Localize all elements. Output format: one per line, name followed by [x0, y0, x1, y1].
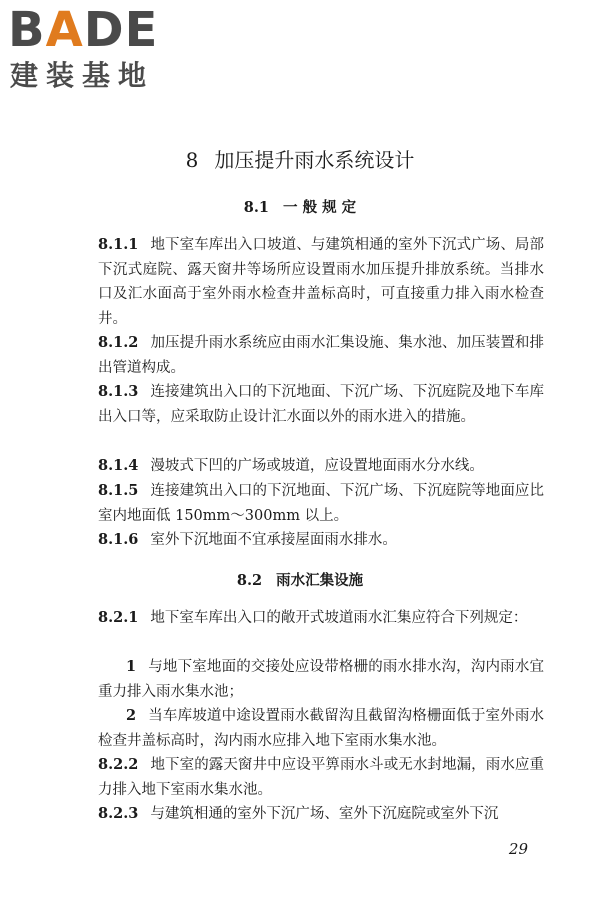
- clause-8-1-1: 8.1.1 地下室车库出入口坡道、与建筑相通的室外下沉式广场、局部下沉式庭院、露天窗井等场所应设置雨水加压提升排放系统。当排水口及汇水面高于室外雨水检查井盖标高时，可直接重力排入雨水检查井。: [98, 236, 544, 327]
- bade-logo: [8, 2, 178, 102]
- clause-8-1-6: 8.1.6 室外下沉地面不宜承接屋面雨水排水。: [98, 531, 397, 548]
- logo-chinese: 建装基地: [10, 59, 155, 92]
- chapter-number: 8: [185, 148, 199, 172]
- clause-8-2-1: 8.2.1 地下室车库出入口的敞开式坡道雨水汇集应符合下列规定：: [98, 609, 528, 626]
- clause-8-1-5: 8.1.5 连接建筑出入口的下沉地面、下沉广场、下沉庭院等地面应比室内地面低 150mm～300mm 以上。: [98, 482, 544, 524]
- logo-wordmark: BADE: [8, 2, 159, 58]
- clause-8-2-3: 8.2.3 与建筑相通的室外下沉广场、室外下沉庭院或室外下沉: [98, 805, 499, 822]
- clause-8-1-2: 8.1.2 加压提升雨水系统应由雨水汇集设施、集水池、加压装置和排出管道构成。: [98, 334, 544, 376]
- clause-8-2-1-item-2: 2 当车库坡道中途设置雨水截留沟且截留沟格栅面低于室外雨水检查井盖标高时，沟内雨水应排入地下室雨水集水池。: [98, 707, 544, 749]
- clause-8-2-1-item-1: 1 与地下室地面的交接处应设带格栅的雨水排水沟，沟内雨水宜重力排入雨水集水池；: [98, 658, 544, 700]
- clause-8-1-3: 8.1.3 连接建筑出入口的下沉地面、下沉广场、下沉庭院及地下车库出入口等，应采取防止设计汇水面以外的雨水进入的措施。: [98, 383, 544, 425]
- page-number: 29: [508, 840, 528, 858]
- clause-8-2-2: 8.2.2 地下室的露天窗井中应设平箅雨水斗或无水封地漏，雨水应重力排入地下室雨水集水池。: [98, 756, 544, 798]
- section-title-8-1: 8.1 一 般 规 定: [243, 199, 357, 216]
- clause-8-1-4: 8.1.4 漫坡式下凹的广场或坡道，应设置地面雨水分水线。: [98, 457, 484, 474]
- chapter-title: [0, 147, 600, 173]
- chapter-title-text: 加压提升雨水系统设计: [214, 148, 415, 172]
- section-title-8-2: 8.2 雨水汇集设施: [236, 572, 364, 589]
